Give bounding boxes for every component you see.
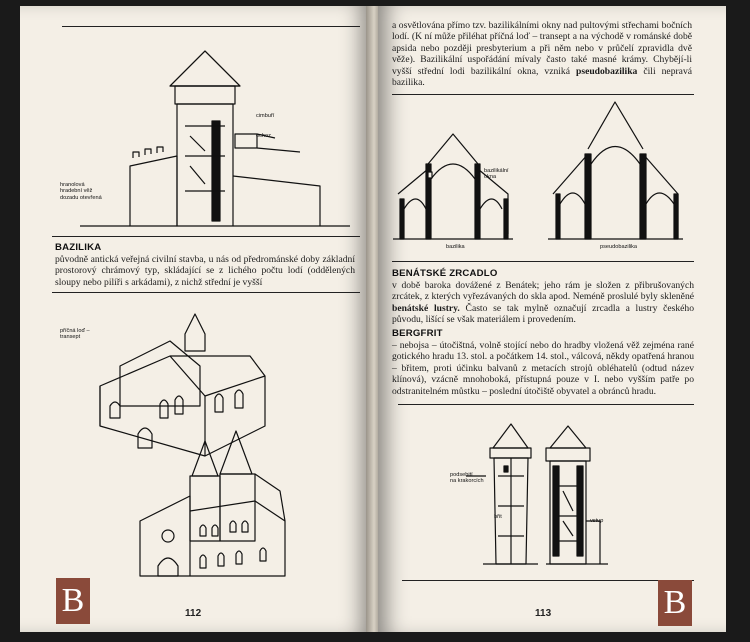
label-brit: břit <box>494 514 502 520</box>
bazilika-text: původně antická veřejná civilní stavba, u nás od předrománské doby základní prostorový chrámový typ, skládající se z lichého počtu lodí (oddělených sloupy nebo pilíři s arkádami), z nichž střední je vyšší <box>55 254 355 288</box>
label-pseudobazilika: pseudobazilika <box>600 244 638 250</box>
label-vstup: vstup <box>590 518 604 524</box>
section-rule <box>52 236 360 237</box>
tower-illustration <box>20 26 370 236</box>
section-rule <box>52 292 360 293</box>
bergfrit-heading: BERGFRIT <box>392 328 443 339</box>
label-bazilika: bazilika <box>446 244 465 250</box>
basilica-cross-section-illustration <box>378 94 726 254</box>
label-tower: hranolová hradební věž dozadu otevřená <box>60 182 102 201</box>
zrcadlo-text: v době baroka dovážené z Benátek; jeho rám je složen z přibrušovaných zrcátek, z kterých vyřezávaných do skla apod. Neméně proslulé byly skleněné benátské lustry. Často se tak mylně označují zrcadla a lustry českého původu, lišící se však materiálem i provedením. <box>392 280 695 326</box>
bazilika-heading: BAZILIKA <box>55 242 102 253</box>
section-tab-letter: B <box>658 580 692 626</box>
bergfrit-illustration <box>378 406 726 576</box>
label-ochoz: ochoz <box>256 133 271 139</box>
page-number: 112 <box>185 608 202 619</box>
bazilika-continued-text: a osvětlována přímo tzv. bazilikálními okny nad pultovými střechami bočních lodí. (K ní může přiléhat příčná loď – transept a na východě v románské době apsida nebo později presbyterium a při něm nebo v průčelí zpravidla dvě věže). Bazilikální uspořádání mívaly často také masné krámy. Chybějí-li vyšší střední lodi bazilikální okna, vzniká pseudobazilika čili nepravá bazilika. <box>392 20 692 89</box>
page-number: 113 <box>535 608 552 619</box>
section-rule <box>398 404 694 405</box>
bergfrit-text: – nebojsa – útočištná, volně stojící nebo do hradby vložená věž zejména rané gotického hradu 13. stol. a počátkem 14. stol., válcová, někdy opatřená hranou – břitem, proti účinku balvanů z metacích strojů obléhatelů (odtud název klínová), vzácně mnohoboká, přístupná pouze v I. nebo vyšším patře po odstranitelném můstku – poslední útočiště obyvatel a obránců hradu. <box>392 340 694 397</box>
section-tab-letter: B <box>56 578 90 624</box>
bottom-rule <box>402 580 694 581</box>
zrcadlo-heading: BENÁTSKÉ ZRCADLO <box>392 268 498 279</box>
label-cimbuli: cimbuří <box>256 113 275 119</box>
label-podsebiti: podsebití na krakorcích <box>450 472 484 485</box>
section-rule <box>392 261 694 262</box>
right-page <box>378 6 726 632</box>
left-page <box>20 6 370 632</box>
label-transept: příčná loď – transept <box>60 328 90 341</box>
label-bazilikalni-okna: bazilikální okna <box>484 168 509 181</box>
